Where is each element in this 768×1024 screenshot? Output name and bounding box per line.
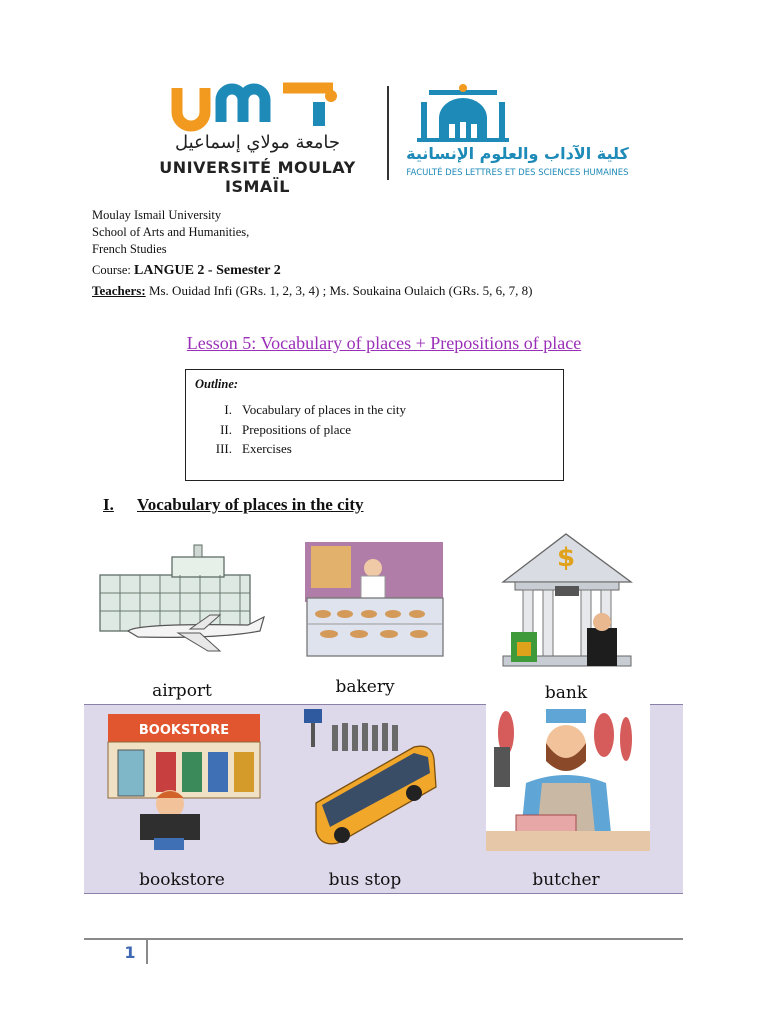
bus-stop-icon [302, 707, 442, 849]
airport-icon [98, 543, 266, 661]
outline-item-text: Exercises [242, 441, 292, 456]
place-label-butcher: butcher [532, 870, 600, 890]
teachers-value: Ms. Ouidad Infi (GRs. 1, 2, 3, 4) ; Ms. Soukaina Oulaich (GRs. 5, 6, 7, 8) [145, 283, 533, 298]
teachers-line [92, 282, 532, 299]
university-name: Moulay Ismail University [92, 208, 222, 222]
umi-arabic-name: جامعة مولاي إسماعيل [174, 132, 341, 153]
course-line [92, 262, 281, 279]
butcher-icon [486, 703, 650, 851]
bookstore-icon [104, 712, 262, 852]
footer-tick [146, 940, 148, 964]
place-label-bus-stop: bus stop [328, 870, 402, 890]
outline-item-number: II. [220, 422, 232, 437]
outline-item-number: I. [224, 402, 232, 417]
place-label-bank: bank [544, 683, 588, 703]
faculty-arabic-name: كلية الآداب والعلوم الإنسانية [406, 144, 629, 163]
outline-item-text: Vocabulary of places in the city [242, 402, 407, 417]
svg-text:$: $ [556, 543, 576, 573]
course-value: LANGUE 2 - Semester 2 [134, 263, 281, 278]
section-number: I. [103, 495, 114, 514]
teachers-label: Teachers: [92, 283, 146, 298]
page-number: 1 [124, 943, 136, 962]
department-name: French Studies [92, 242, 167, 256]
school-name: School of Arts and Humanities, [92, 225, 250, 239]
umi-wordmark-icon [145, 82, 370, 132]
logo-divider [387, 86, 389, 180]
university-logo [145, 82, 370, 196]
bank-icon [495, 530, 637, 670]
faculty-latin-name: FACULTÉ DES LETTRES ET DES SCIENCES HUMAINES [406, 168, 629, 178]
place-label-airport: airport [152, 681, 212, 701]
place-label-bakery: bakery [335, 677, 395, 697]
outline-item-number: III. [215, 441, 232, 456]
svg-text:BOOKSTORE: BOOKSTORE [138, 723, 230, 738]
faculty-logo [405, 84, 630, 184]
place-label-bookstore: bookstore [139, 870, 225, 890]
outline-label: Outline: [195, 377, 239, 391]
course-label: Course: [92, 263, 131, 277]
faculty-building-icon [405, 84, 630, 144]
outline-item-text: Prepositions of place [242, 422, 352, 437]
footer-rule [84, 938, 683, 940]
section-title: Vocabulary of places in the city [137, 495, 364, 514]
lesson-title: Lesson 5: Vocabulary of places + Prepositions of place [186, 333, 582, 353]
bakery-icon [301, 538, 449, 660]
umi-latin-name: UNIVERSITÉ MOULAY ISMAÏL [159, 158, 356, 196]
outline-box [185, 369, 564, 481]
section-heading [103, 495, 364, 515]
